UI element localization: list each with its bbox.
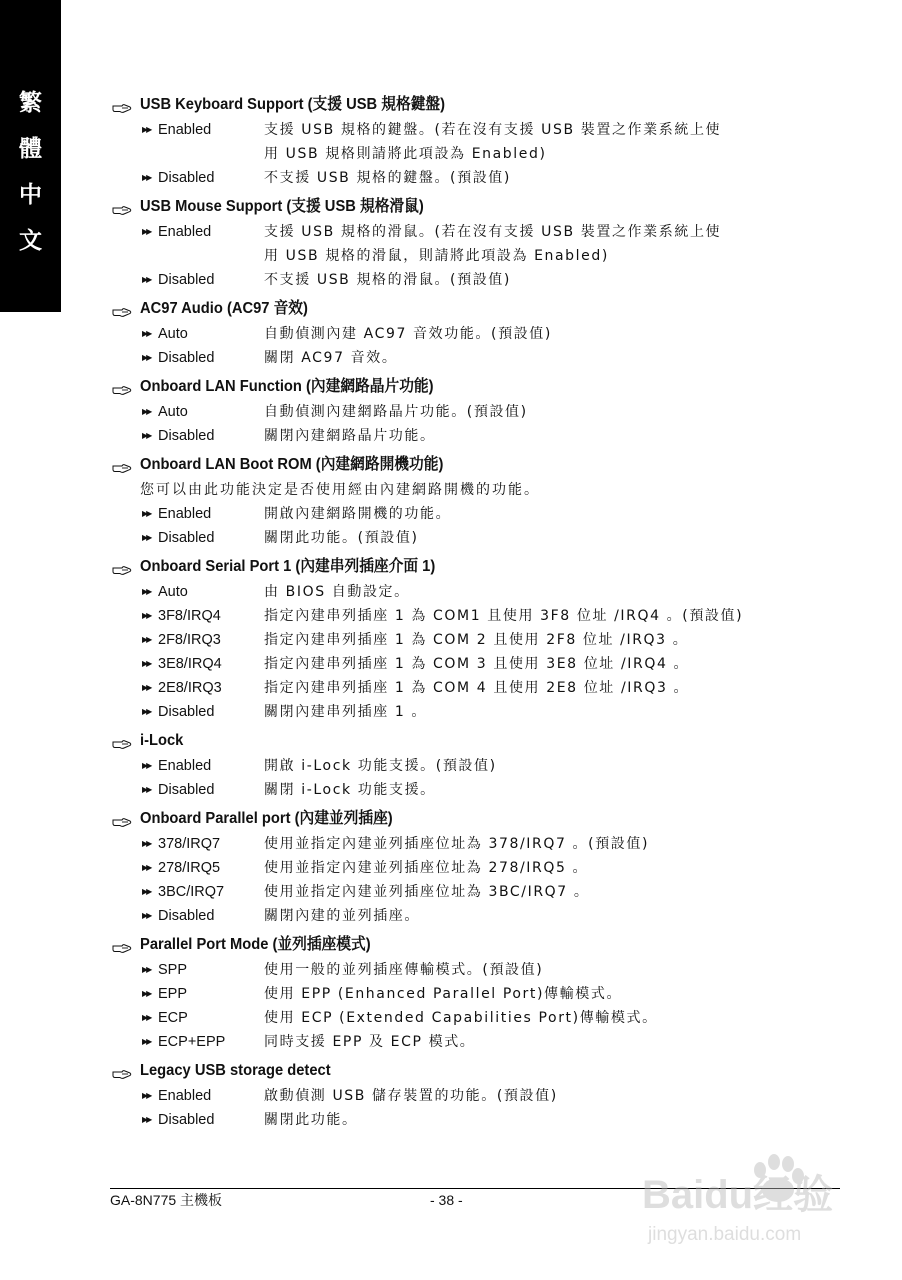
option-key-cell [142, 604, 264, 628]
section-title: Parallel Port Mode (並列插座模式) [140, 936, 371, 953]
pointing-hand-icon [112, 813, 132, 825]
option-key: Disabled [158, 530, 215, 546]
option-description: 指定內建串列插座 1 為 COM 4 且使用 2E8 位址 /IRQ3 。 [264, 680, 690, 696]
baidu-paw-icon [754, 1154, 804, 1202]
option-description: 不支援 USB 規格的鍵盤。(預設值) [264, 170, 511, 186]
section-heading [110, 806, 810, 832]
setting-section [110, 452, 810, 550]
setting-section [110, 806, 810, 928]
option-key: Disabled [158, 908, 215, 924]
option-description: 開啟內建網路開機的功能。 [264, 506, 452, 522]
option-key: Disabled [158, 170, 215, 186]
option-key: 3BC/IRQ7 [158, 884, 225, 900]
option-key: ECP+EPP [158, 1034, 226, 1050]
option-description: 關閉此功能。(預設值) [264, 530, 419, 546]
double-triangle-arrow-icon: ▶▶ [142, 509, 151, 518]
bios-settings-content [110, 92, 810, 1136]
option-key: EPP [158, 986, 188, 1002]
section-title: Onboard Parallel port (內建並列插座) [140, 810, 393, 827]
option-description: 指定內建串列插座 1 為 COM1 且使用 3F8 位址 /IRQ4 。(預設值) [264, 608, 744, 624]
option-description: 自動偵測內建網路晶片功能。(預設值) [264, 404, 528, 420]
option-row [110, 118, 810, 166]
section-heading [110, 728, 810, 754]
option-key: Enabled [158, 122, 212, 138]
pointing-hand-icon [112, 201, 132, 213]
setting-section [110, 296, 810, 370]
option-row [110, 628, 810, 652]
option-key-cell [142, 580, 264, 604]
double-triangle-arrow-icon: ▶▶ [142, 1037, 151, 1046]
option-key-cell [142, 778, 264, 802]
option-key-cell [142, 220, 264, 268]
option-key: 278/IRQ5 [158, 860, 221, 876]
pointing-hand-icon [112, 939, 132, 951]
option-key-cell [142, 958, 264, 982]
option-key: Auto [158, 404, 188, 420]
option-key: 2E8/IRQ3 [158, 680, 222, 696]
option-row [110, 778, 810, 802]
option-key: Enabled [158, 758, 212, 774]
option-key-cell [142, 424, 264, 448]
option-key: 3F8/IRQ4 [158, 608, 221, 624]
setting-section [110, 374, 810, 448]
option-row [110, 754, 810, 778]
option-key-cell [142, 322, 264, 346]
option-key-cell [142, 832, 264, 856]
option-description: 關閉內建網路晶片功能。 [264, 428, 436, 444]
option-key: Disabled [158, 272, 215, 288]
option-key: Enabled [158, 224, 212, 240]
option-description: 開啟 i-Lock 功能支援。(預設值) [264, 758, 497, 774]
option-row [110, 652, 810, 676]
option-key: 378/IRQ7 [158, 836, 221, 852]
option-key-cell [142, 880, 264, 904]
pointing-hand-icon [112, 303, 132, 315]
footer-model: GA-8N775 主機板 [110, 1192, 223, 1208]
double-triangle-arrow-icon: ▶▶ [142, 1091, 151, 1100]
pointing-hand-icon [112, 381, 132, 393]
pointing-hand-icon [112, 1065, 132, 1077]
option-row [110, 1006, 810, 1030]
option-row [110, 322, 810, 346]
option-key-cell [142, 1108, 264, 1132]
double-triangle-arrow-icon: ▶▶ [142, 407, 151, 416]
option-description: 關閉 i-Lock 功能支援。 [264, 782, 436, 798]
option-row [110, 268, 810, 292]
setting-section [110, 194, 810, 292]
option-description: 支援 USB 規格的鍵盤。(若在沒有支援 USB 裝置之作業系統上使 用 USB 規格則請將此項設為 Enabled) [264, 122, 722, 162]
option-row [110, 400, 810, 424]
double-triangle-arrow-icon: ▶▶ [142, 587, 151, 596]
option-row [110, 1030, 810, 1054]
double-triangle-arrow-icon: ▶▶ [142, 329, 151, 338]
option-description: 指定內建串列插座 1 為 COM 3 且使用 3E8 位址 /IRQ4 。 [264, 656, 690, 672]
double-triangle-arrow-icon: ▶▶ [142, 839, 151, 848]
option-row [110, 832, 810, 856]
section-note: 您可以由此功能決定是否使用經由內建網路開機的功能。 [140, 482, 540, 498]
option-description: 使用 ECP (Extended Capabilities Port)傳輸模式。 [264, 1010, 658, 1026]
option-row [110, 166, 810, 190]
side-tab-char: 繁 [19, 89, 42, 116]
option-key-cell [142, 982, 264, 1006]
option-key-cell [142, 856, 264, 880]
option-key-cell [142, 1084, 264, 1108]
section-heading [110, 932, 810, 958]
double-triangle-arrow-icon: ▶▶ [142, 911, 151, 920]
side-tab-char: 中 [19, 181, 42, 208]
double-triangle-arrow-icon: ▶▶ [142, 659, 151, 668]
double-triangle-arrow-icon: ▶▶ [142, 683, 151, 692]
double-triangle-arrow-icon: ▶▶ [142, 353, 151, 362]
double-triangle-arrow-icon: ▶▶ [142, 887, 151, 896]
option-key: Disabled [158, 704, 215, 720]
double-triangle-arrow-icon: ▶▶ [142, 431, 151, 440]
baidu-jingyan-watermark [640, 1140, 870, 1250]
option-key-cell [142, 166, 264, 190]
option-key: SPP [158, 962, 188, 978]
section-heading [110, 194, 810, 220]
double-triangle-arrow-icon: ▶▶ [142, 707, 151, 716]
option-key-cell [142, 1030, 264, 1054]
double-triangle-arrow-icon: ▶▶ [142, 761, 151, 770]
option-description: 使用並指定內建並列插座位址為 3BC/IRQ7 。 [264, 884, 590, 900]
option-key: Disabled [158, 428, 215, 444]
section-heading [110, 92, 810, 118]
setting-section [110, 1058, 810, 1132]
option-description: 指定內建串列插座 1 為 COM 2 且使用 2F8 位址 /IRQ3 。 [264, 632, 689, 648]
page-number: - 38 - [430, 1192, 463, 1208]
option-key: 3E8/IRQ4 [158, 656, 222, 672]
section-heading [110, 1058, 810, 1084]
option-key: Auto [158, 326, 188, 342]
double-triangle-arrow-icon: ▶▶ [142, 965, 151, 974]
option-row [110, 856, 810, 880]
pointing-hand-icon [112, 735, 132, 747]
pointing-hand-icon [112, 459, 132, 471]
option-row [110, 880, 810, 904]
option-description: 使用並指定內建並列插座位址為 278/IRQ5 。 [264, 860, 589, 876]
side-tab-char: 體 [19, 135, 42, 162]
section-title: Onboard Serial Port 1 (內建串列插座介面 1) [140, 558, 436, 575]
option-key-cell [142, 400, 264, 424]
double-triangle-arrow-icon: ▶▶ [142, 533, 151, 542]
setting-section [110, 728, 810, 802]
section-title: Onboard LAN Function (內建網路晶片功能) [140, 378, 434, 395]
option-row [110, 700, 810, 724]
option-row [110, 220, 810, 268]
option-key-cell [142, 700, 264, 724]
double-triangle-arrow-icon: ▶▶ [142, 785, 151, 794]
setting-section [110, 554, 810, 724]
option-description: 由 BIOS 自動設定。 [264, 584, 410, 600]
option-description: 同時支援 EPP 及 ECP 模式。 [264, 1034, 476, 1050]
option-key: ECP [158, 1010, 188, 1026]
double-triangle-arrow-icon: ▶▶ [142, 989, 151, 998]
option-row [110, 958, 810, 982]
option-key-cell [142, 526, 264, 550]
section-title: USB Mouse Support (支援 USB 規格滑鼠) [140, 198, 424, 215]
option-key-cell [142, 268, 264, 292]
option-key-cell [142, 652, 264, 676]
option-key: Disabled [158, 1112, 215, 1128]
option-description: 使用並指定內建並列插座位址為 378/IRQ7 。(預設值) [264, 836, 650, 852]
option-row [110, 424, 810, 448]
double-triangle-arrow-icon: ▶▶ [142, 863, 151, 872]
option-row [110, 676, 810, 700]
section-title: Onboard LAN Boot ROM (內建網路開機功能) [140, 456, 444, 473]
option-row [110, 526, 810, 550]
option-key-cell [142, 502, 264, 526]
option-key: Auto [158, 584, 188, 600]
option-key-cell [142, 904, 264, 928]
double-triangle-arrow-icon: ▶▶ [142, 125, 151, 134]
option-key-cell [142, 628, 264, 652]
section-title: USB Keyboard Support (支援 USB 規格鍵盤) [140, 96, 446, 113]
pointing-hand-icon [112, 99, 132, 111]
setting-section [110, 92, 810, 190]
setting-section [110, 932, 810, 1054]
side-tab-char: 文 [19, 227, 42, 254]
section-title: AC97 Audio (AC97 音效) [140, 300, 308, 317]
option-key-cell [142, 676, 264, 700]
option-key-cell [142, 346, 264, 370]
option-description: 自動偵測內建 AC97 音效功能。(預設值) [264, 326, 552, 342]
language-side-tab [0, 0, 61, 312]
option-row [110, 580, 810, 604]
option-row [110, 1084, 810, 1108]
page-footer [110, 1188, 840, 1208]
option-key-cell [142, 118, 264, 166]
option-key-cell [142, 754, 264, 778]
option-row [110, 502, 810, 526]
section-heading [110, 554, 810, 580]
section-title: i-Lock [140, 732, 184, 749]
option-row [110, 1108, 810, 1132]
section-title: Legacy USB storage detect [140, 1062, 331, 1079]
option-description: 關閉 AC97 音效。 [264, 350, 398, 366]
double-triangle-arrow-icon: ▶▶ [142, 1115, 151, 1124]
option-description: 關閉內建的並列插座。 [264, 908, 420, 924]
section-heading [110, 296, 810, 322]
option-key: Disabled [158, 350, 215, 366]
option-description: 使用一般的並列插座傳輸模式。(預設值) [264, 962, 544, 978]
option-key: 2F8/IRQ3 [158, 632, 221, 648]
double-triangle-arrow-icon: ▶▶ [142, 227, 151, 236]
option-row [110, 904, 810, 928]
option-description: 不支援 USB 規格的滑鼠。(預設值) [264, 272, 511, 288]
option-key: Disabled [158, 782, 215, 798]
option-description: 啟動偵測 USB 儲存裝置的功能。(預設值) [264, 1088, 558, 1104]
option-key: Enabled [158, 506, 212, 522]
option-row [110, 604, 810, 628]
double-triangle-arrow-icon: ▶▶ [142, 635, 151, 644]
option-key-cell [142, 1006, 264, 1030]
double-triangle-arrow-icon: ▶▶ [142, 275, 151, 284]
option-description: 支援 USB 規格的滑鼠。(若在沒有支援 USB 裝置之作業系統上使 用 USB 規格的滑鼠，則請將此項設為 Enabled) [264, 224, 722, 264]
option-description: 關閉此功能。 [264, 1112, 358, 1128]
option-key: Enabled [158, 1088, 212, 1104]
watermark-logo: Baidu经验 [642, 1173, 834, 1217]
option-description: 關閉內建串列插座 1 。 [264, 704, 428, 720]
option-description: 使用 EPP (Enhanced Parallel Port)傳輸模式。 [264, 986, 623, 1002]
section-heading [110, 452, 810, 478]
double-triangle-arrow-icon: ▶▶ [142, 173, 151, 182]
watermark-url: jingyan.baidu.com [648, 1224, 802, 1245]
pointing-hand-icon [112, 561, 132, 573]
option-row [110, 346, 810, 370]
option-row [110, 982, 810, 1006]
double-triangle-arrow-icon: ▶▶ [142, 1013, 151, 1022]
double-triangle-arrow-icon: ▶▶ [142, 611, 151, 620]
section-heading [110, 374, 810, 400]
